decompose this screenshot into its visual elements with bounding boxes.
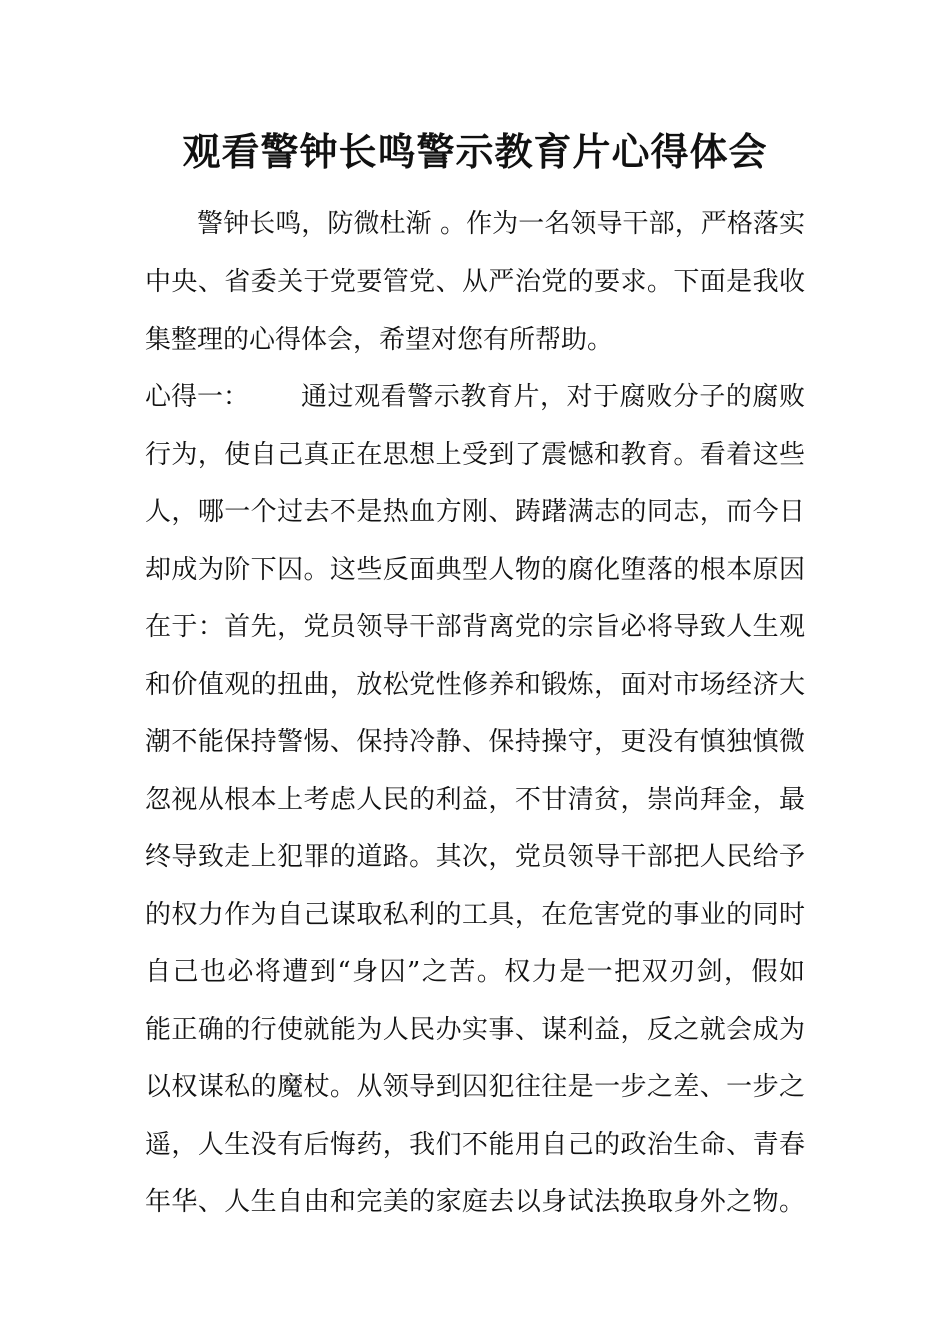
document-title: 观看警钟长鸣警示教育片心得体会 (182, 130, 768, 174)
intro-line: 警钟长鸣，防微杜渐 。作为一名领导干部，严格落实 (197, 209, 805, 239)
body-line: 和价值观的扭曲，放松党性修养和锻炼，面对市场经济大 (145, 670, 805, 700)
section-first-line-text: 通过观看警示教育片，对于腐败分子的腐败 (301, 382, 805, 412)
body-line: 遥，人生没有后悔药，我们不能用自己的政治生命、青春 (145, 1130, 805, 1160)
body-line: 自己也必将遭到“身囚”之苦。权力是一把双刃剑，假如 (145, 957, 805, 987)
intro-line: 中央、省委关于党要管党、从严治党的要求。下面是我收 (145, 267, 805, 297)
body-line: 行为，使自己真正在思想上受到了震憾和教育。看着这些 (145, 440, 805, 470)
body-line: 以权谋私的魔杖。从领导到囚犯往往是一步之差、一步之 (145, 1072, 805, 1102)
body-line: 忽视从根本上考虑人民的利益，不甘清贫，崇尚拜金，最 (145, 785, 805, 815)
body-line: 能正确的行使就能为人民办实事、谋利益，反之就会成为 (145, 1015, 805, 1045)
body-line: 却成为阶下囚。这些反面典型人物的腐化堕落的根本原因 (145, 555, 805, 585)
intro-line: 集整理的心得体会，希望对您有所帮助。 (145, 325, 614, 355)
body-line: 在于：首先，党员领导干部背离党的宗旨必将导致人生观 (145, 612, 805, 642)
body-line: 终导致走上犯罪的道路。其次，党员领导干部把人民给予 (145, 842, 805, 872)
section-first-line (145, 368, 805, 426)
body-line: 人，哪一个过去不是热血方刚、踌躇满志的同志，而今日 (145, 497, 805, 527)
body-line: 的权力作为自己谋取私利的工具，在危害党的事业的同时 (145, 900, 805, 930)
body-line: 年华、人生自由和完美的家庭去以身试法换取身外之物。 (145, 1187, 805, 1217)
body-line: 潮不能保持警惕、保持冷静、保持操守，更没有慎独慎微 (145, 727, 805, 757)
section-label: 心得一： (145, 382, 250, 412)
